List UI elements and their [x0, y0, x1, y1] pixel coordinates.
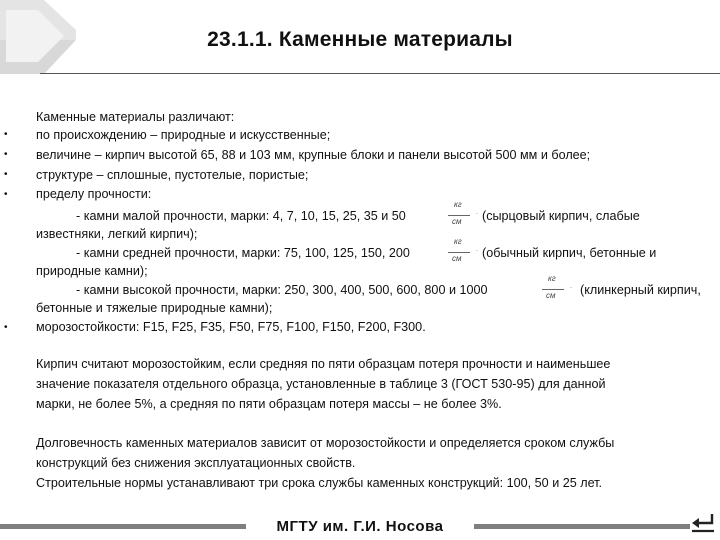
unit-numerator: кг: [454, 237, 462, 246]
durability-paragraph-line: Долговечность каменных материалов зависит от морозостойкости и определяется сроком службы: [36, 436, 615, 450]
page-title: 23.1.1. Каменные материалы: [207, 28, 513, 51]
strength-mid-line2: природные камни);: [36, 264, 148, 278]
strength-low-line1: - камни малой прочности, марки: 4, 7, 10, 15, 25, 35 и 50: [76, 209, 406, 223]
unit-denominator: см: [452, 217, 462, 226]
return-arrow-icon[interactable]: [690, 508, 716, 534]
bullet-structure: структуре – сплошные, пустотелые, пористые;: [36, 168, 309, 182]
durability-paragraph-line: конструкций без снижения эксплуатационных свойств.: [36, 456, 356, 470]
bullet-glyph: •: [4, 169, 8, 180]
footer-bar-left: [0, 524, 246, 529]
strength-high-line1b: (клинкерный кирпич,: [580, 283, 701, 297]
unit-numerator: кг: [454, 200, 462, 209]
title-divider: [40, 73, 720, 74]
fraction-dot: ˙: [476, 249, 479, 258]
fraction-dot: ˙: [570, 286, 573, 295]
fraction-bar: [542, 289, 564, 290]
intro-text: Каменные материалы различают:: [36, 110, 235, 124]
unit-fraction-icon: [446, 200, 480, 230]
durability-paragraph-line: Строительные нормы устанавливают три срока службы каменных конструкций: 100, 50 и 25 лет.: [36, 476, 603, 490]
strength-high-line2: бетонные и тяжелые природные камни);: [36, 301, 273, 315]
strength-low-line1b: (сырцовый кирпич, слабые: [482, 209, 640, 223]
bullet-glyph: •: [4, 189, 8, 200]
unit-fraction-icon: [540, 274, 574, 304]
bullet-size: величине – кирпич высотой 65, 88 и 103 мм, крупные блоки и панели высотой 500 мм и более;: [36, 148, 591, 162]
footer-university: МГТУ им. Г.И. Носова: [276, 518, 444, 535]
frost-paragraph-line: значение показателя отдельного образца, установленные в таблице 3 (ГОСТ 530-95) для данной: [36, 377, 606, 391]
strength-mid-line1: - камни средней прочности, марки: 75, 100, 125, 150, 200: [76, 246, 410, 260]
unit-numerator: кг: [548, 274, 556, 283]
bullet-glyph: •: [4, 322, 8, 333]
bullet-glyph: •: [4, 149, 8, 160]
strength-mid-line1b: (обычный кирпич, бетонные и: [482, 246, 657, 260]
unit-denominator: см: [546, 291, 556, 300]
frost-paragraph-line: марки, не более 5%, а средняя по пяти образцам потеря массы – не более 3%.: [36, 397, 502, 411]
unit-fraction-icon: [446, 237, 480, 267]
strength-low-line2: известняки, легкий кирпич);: [36, 227, 198, 241]
unit-denominator: см: [452, 254, 462, 263]
bullet-strength: пределу прочности:: [36, 187, 152, 201]
fraction-dot: ˙: [476, 212, 479, 221]
bullet-origin: по происхождению – природные и искусственные;: [36, 128, 331, 142]
frost-paragraph-line: Кирпич считают морозостойким, если средняя по пяти образцам потеря прочности и наименьшее: [36, 357, 611, 371]
footer-bar-right: [474, 524, 690, 529]
fraction-bar: [448, 215, 470, 216]
strength-high-line1: - камни высокой прочности, марки: 250, 300, 400, 500, 600, 800 и 1000: [76, 283, 488, 297]
bullet-frost: морозостойкости: F15, F25, F35, F50, F75, F100, F150, F200, F300.: [36, 320, 426, 334]
bullet-glyph: •: [4, 129, 8, 140]
fraction-bar: [448, 252, 470, 253]
